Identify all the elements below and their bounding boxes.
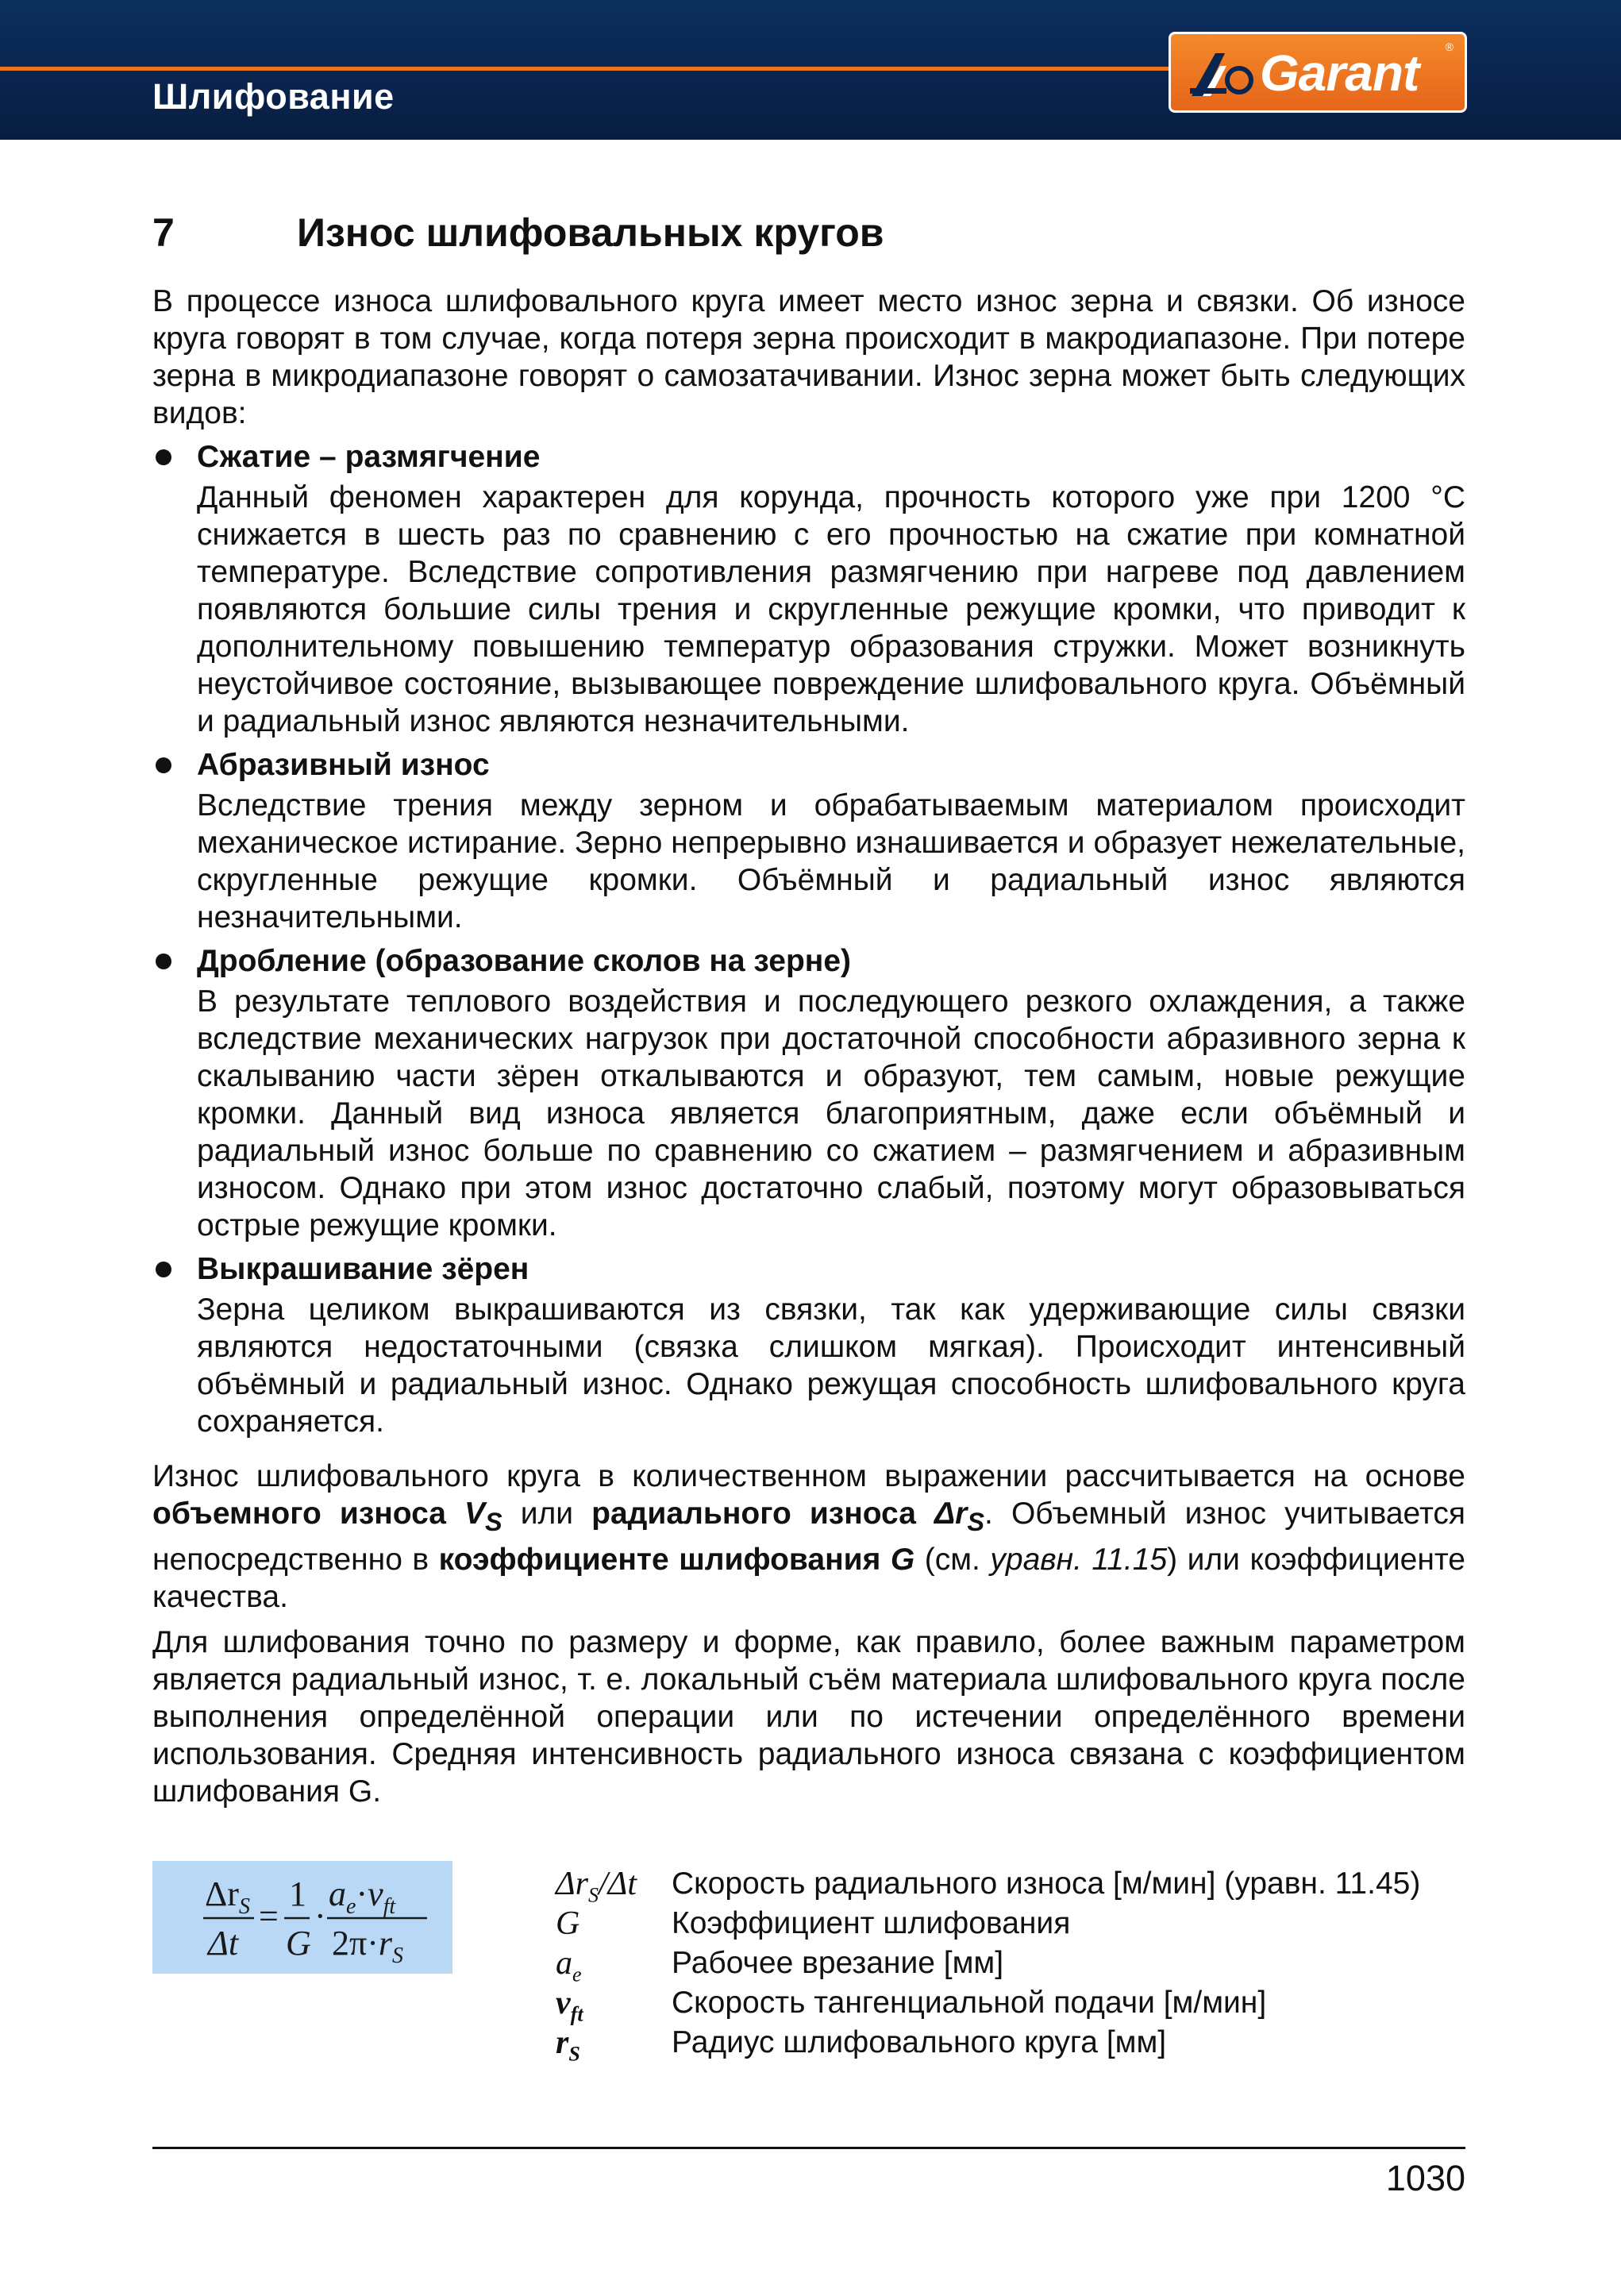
term-radial-wear: радиального износа xyxy=(591,1497,934,1531)
bullet-title: Абразивный износ xyxy=(197,748,490,782)
legend-row xyxy=(556,1983,1420,2026)
bullet-icon xyxy=(156,757,171,773)
legend-description: Радиус шлифовального круга [мм] xyxy=(672,2025,1167,2059)
bullet-body: Вследствие трения между зерном и обрабатываемым материалом происходит механическое истирание. Зерно непрерывно изнашивается и образует нежелательные, скругленные режущие кромки. Объёмный и радиальный износ являются незначительными. xyxy=(197,788,1465,934)
header-band xyxy=(0,0,1621,140)
garant-logo xyxy=(1169,32,1467,113)
wear-type-list xyxy=(152,438,1465,1440)
section-title: Износ шлифовальных кругов xyxy=(297,210,884,255)
bullet-body: Зерна целиком выкрашиваются из связки, так как удерживающие силы связки являются недостаточными (связка слишком мягкая). Происходит интенсивный объёмный и радиальный износ. Однако режущая способность шлифовального круга сохраняется. xyxy=(197,1292,1465,1439)
formula-rhs-numerator: $a_e\cdot v_{ft}$ xyxy=(329,1874,396,1919)
header-title: Шлифование xyxy=(152,76,395,117)
formula-equals: = xyxy=(259,1897,279,1936)
formula-g: G xyxy=(286,1924,311,1963)
formula-svg xyxy=(152,1861,452,1974)
legend-symbol: $r_S$ xyxy=(556,2024,580,2066)
legend-symbol: G xyxy=(556,1905,580,1942)
intro-paragraph: В процессе износа шлифовального круга имеет место износ зерна и связки. Об износе круга говорят в том случае, когда потеря зерна происходит в макродиапазоне. При потере зерна в микродиапазоне говорят о самозатачивании. Износ зерна может быть следующих видов: xyxy=(152,284,1465,430)
logo-registered-mark: ® xyxy=(1445,40,1454,53)
list-item xyxy=(152,942,1465,1244)
garant-logo-icon xyxy=(1188,50,1257,99)
header-accent-line xyxy=(0,67,1175,71)
bullet-icon xyxy=(156,1262,171,1277)
list-item xyxy=(152,746,1465,936)
bullet-icon xyxy=(156,953,171,969)
legend-row xyxy=(556,1904,1420,1944)
term-grinding-ratio: коэффициенте шлифования xyxy=(438,1542,891,1577)
bullet-body: В результате теплового воздействия и последующего резкого охлаждения, а также вследствие механических нагрузок при достаточной способности абразивного зерна к скалыванию части зёрен откалываются и образуют, тем самым, новые режущие кромки. Данный вид износа является благоприятным, даже если объёмный и радиальный износ больше по сравнению со сжатием – размягчением и абразивным износом. Однако при этом износ достаточно слабый, поэтому могут образовываться острые режущие кромки. xyxy=(197,984,1465,1242)
formula-box xyxy=(152,1861,452,1974)
footer-rule xyxy=(152,2147,1465,2149)
radial-wear-paragraph: Для шлифования точно по размеру и форме, как правило, более важным параметром является радиальный износ, т. е. локальный съём материала шлифовального круга после выполнения определённой операции или по истечении определённого времени использования. Средняя интенсивность радиального износа связана с коэффициентом шлифования G. xyxy=(152,1624,1465,1809)
symbol-delta-rs: $\Delta r_S$ xyxy=(934,1497,985,1536)
formula-rhs-denominator: $2\pi\cdot r_S$ xyxy=(332,1924,403,1968)
legend-symbol: $\Delta r_S/\Delta t$ xyxy=(556,1866,637,1907)
symbol-g: G xyxy=(890,1542,915,1577)
legend-symbol: $v_{ft}$ xyxy=(556,1985,583,2026)
legend-row xyxy=(556,1864,1421,1907)
formula-lhs-numerator: $\Delta r_S$ xyxy=(205,1874,250,1919)
bullet-body: Данный феномен характерен для корунда, прочность которого уже при 1200 °C снижается в шесть раз по сравнению с его прочностью на сжатие при комнатной температуре. Вследствие сопротивления размягчению при нагреве под давлением появляются большие силы трения и скругленные режущие кромки, что приводит к дополнительному повышению температур образования стружки. Может возникнуть неустойчивое состояние, вызывающее повреждение шлифовального круга. Объёмный и радиальный износ являются незначительными. xyxy=(197,480,1465,738)
term-volume-wear: объемного износа xyxy=(152,1497,464,1531)
text-run: или xyxy=(502,1497,592,1531)
bullet-icon xyxy=(156,449,171,465)
text-run: Износ шлифовального круга в количественном выражении рассчитывается на основе xyxy=(152,1459,1465,1493)
formula-dot: · xyxy=(314,1897,326,1936)
symbol-vs: $V_S$ xyxy=(464,1497,502,1536)
list-item xyxy=(152,438,1465,740)
formula-legend xyxy=(556,1864,1421,2066)
list-item xyxy=(152,1250,1465,1440)
quantitative-wear-paragraph xyxy=(152,1458,1465,1616)
text-run: . Объемный износ учитывается непосредственно в xyxy=(152,1497,1465,1577)
legend-description: Коэффициент шлифования xyxy=(672,1906,1071,1940)
bullet-heading xyxy=(152,942,1465,980)
text-run: (см. xyxy=(914,1542,991,1577)
legend-description: Скорость радиального износа [м/мин] (уравн. 11.45) xyxy=(672,1866,1421,1901)
main-content xyxy=(152,283,1465,1810)
logo-text: Garant xyxy=(1260,44,1419,102)
bullet-heading xyxy=(152,746,1465,784)
formula-one: 1 xyxy=(289,1874,306,1913)
text-run: ) или коэффициенте качества. xyxy=(152,1542,1465,1614)
bullet-heading xyxy=(152,1250,1465,1288)
legend-row xyxy=(556,2023,1420,2066)
section-number: 7 xyxy=(152,210,175,255)
bullet-title: Сжатие – размягчение xyxy=(197,440,541,474)
legend-description: Рабочее врезание [мм] xyxy=(672,1946,1004,1980)
page-number: 1030 xyxy=(1385,2158,1465,2198)
legend-symbol: $a_e$ xyxy=(556,1945,582,1986)
bullet-title: Дробление (образование сколов на зерне) xyxy=(197,944,852,978)
bullet-heading xyxy=(152,438,1465,476)
equation-reference: уравн. 11.15 xyxy=(990,1542,1168,1577)
legend-row xyxy=(556,1944,1420,1986)
bullet-title: Выкрашивание зёрен xyxy=(197,1252,529,1286)
legend-description: Скорость тангенциальной подачи [м/мин] xyxy=(672,1986,1267,2020)
formula-lhs-denominator: Δt xyxy=(208,1924,239,1963)
